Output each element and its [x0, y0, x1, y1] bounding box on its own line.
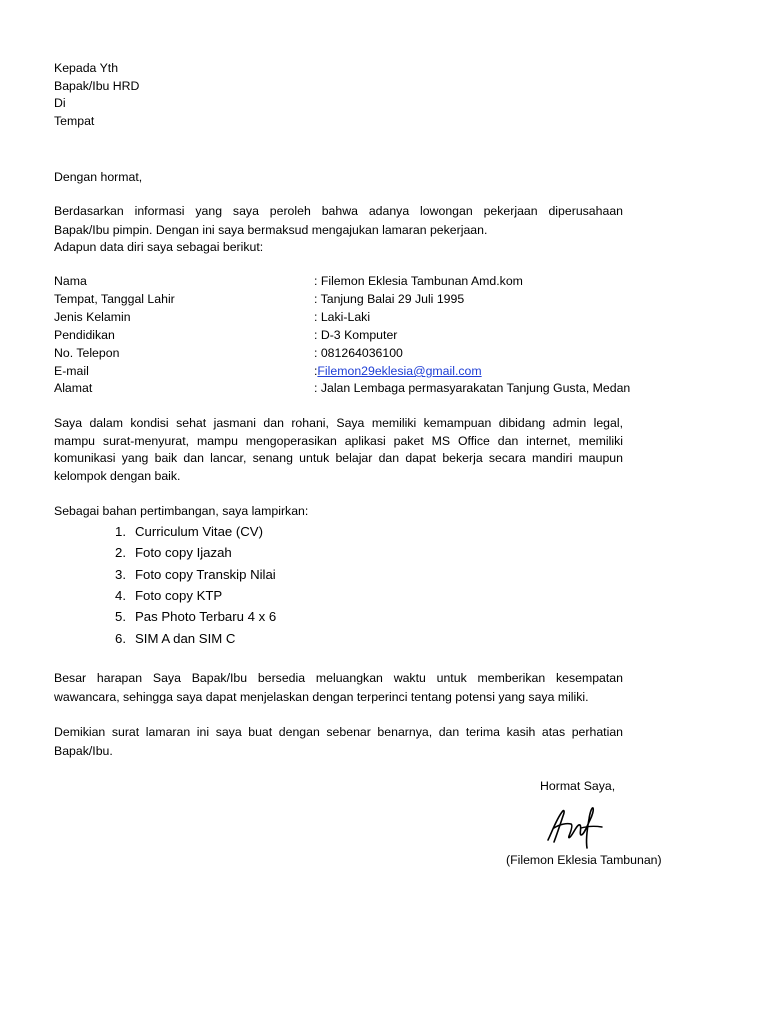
data-label-telepon: No. Telepon — [54, 346, 120, 360]
data-value-email — [314, 362, 482, 380]
qualifications-line-1: Saya dalam kondisi sehat jasmani dan rohani, Saya memiliki kemampuan dibidang admin legal, — [54, 416, 623, 430]
data-label-nama: Nama — [54, 274, 87, 288]
qualifications-line-3: komunikasi yang baik dan lancar, senang untuk belajar dan dapat bekerja secara mandiri maupun — [54, 451, 623, 465]
signer-name: (Filemon Eklesia Tambunan) — [506, 853, 662, 867]
recipient-line-3: Di — [54, 96, 66, 110]
intro-line-1: Berdasarkan informasi yang saya peroleh bahwa adanya lowongan pekerjaan diperusahaan — [54, 204, 623, 218]
data-value-telepon: : 081264036100 — [314, 346, 403, 360]
data-label-gender: Jenis Kelamin — [54, 310, 131, 324]
hope-line-2: wawancara, sehingga saya dapat menjelaskan dengan terperinci tentang potensi yang saya miliki. — [54, 690, 589, 704]
attachment-number: 6. — [115, 631, 126, 646]
email-colon: : — [314, 364, 318, 378]
data-label-email: E-mail — [54, 364, 89, 378]
attachment-number: 5. — [115, 609, 126, 624]
handwritten-signature — [540, 798, 610, 853]
intro-line-3: Adapun data diri saya sebagai berikut: — [54, 240, 264, 254]
data-value-pendidikan: : D-3 Komputer — [314, 328, 398, 342]
data-value-ttl: : Tanjung Balai 29 Juli 1995 — [314, 292, 465, 306]
attachments-intro: Sebagai bahan pertimbangan, saya lampirkan: — [54, 504, 309, 518]
recipient-line-4: Tempat — [54, 114, 95, 128]
attachment-item: Pas Photo Terbaru 4 x 6 — [135, 609, 277, 624]
greeting: Dengan hormat, — [54, 170, 143, 184]
attachment-item: Curriculum Vitae (CV) — [135, 524, 263, 539]
attachment-number: 2. — [115, 545, 126, 560]
attachment-number: 1. — [115, 524, 126, 539]
data-label-alamat: Alamat — [54, 381, 93, 395]
recipient-line-2: Bapak/Ibu HRD — [54, 79, 140, 93]
data-value-alamat: : Jalan Lembaga permasyarakatan Tanjung Gusta, Medan — [314, 381, 631, 395]
attachment-item: Foto copy KTP — [135, 588, 223, 603]
data-label-ttl: Tempat, Tanggal Lahir — [54, 292, 175, 306]
intro-line-2: Bapak/Ibu pimpin. Dengan ini saya bermaksud mengajukan lamaran pekerjaan. — [54, 223, 488, 237]
qualifications-line-4: kelompok dengan baik. — [54, 469, 181, 483]
attachment-number: 4. — [115, 588, 126, 603]
email-link[interactable]: Filemon29eklesia@gmail.com — [317, 364, 482, 378]
attachment-number: 3. — [115, 567, 126, 582]
attachment-item: Foto copy Transkip Nilai — [135, 567, 276, 582]
sign-off: Hormat Saya, — [540, 779, 616, 793]
attachment-item: Foto copy Ijazah — [135, 545, 232, 560]
closing-line-1: Demikian surat lamaran ini saya buat dengan sebenar benarnya, dan terima kasih atas perhatian — [54, 725, 623, 739]
recipient-line-1: Kepada Yth — [54, 61, 119, 75]
hope-line-1: Besar harapan Saya Bapak/Ibu bersedia meluangkan waktu untuk memberikan kesempatan — [54, 671, 623, 685]
data-label-pendidikan: Pendidikan — [54, 328, 115, 342]
data-value-gender: : Laki-Laki — [314, 310, 371, 324]
closing-line-2: Bapak/Ibu. — [54, 744, 113, 758]
data-value-nama: : Filemon Eklesia Tambunan Amd.kom — [314, 274, 523, 288]
qualifications-line-2: mampu surat-menyurat, mampu mengoperasikan aplikasi paket MS Office dan internet, memiliki — [54, 434, 623, 448]
attachment-item: SIM A dan SIM C — [135, 631, 236, 646]
